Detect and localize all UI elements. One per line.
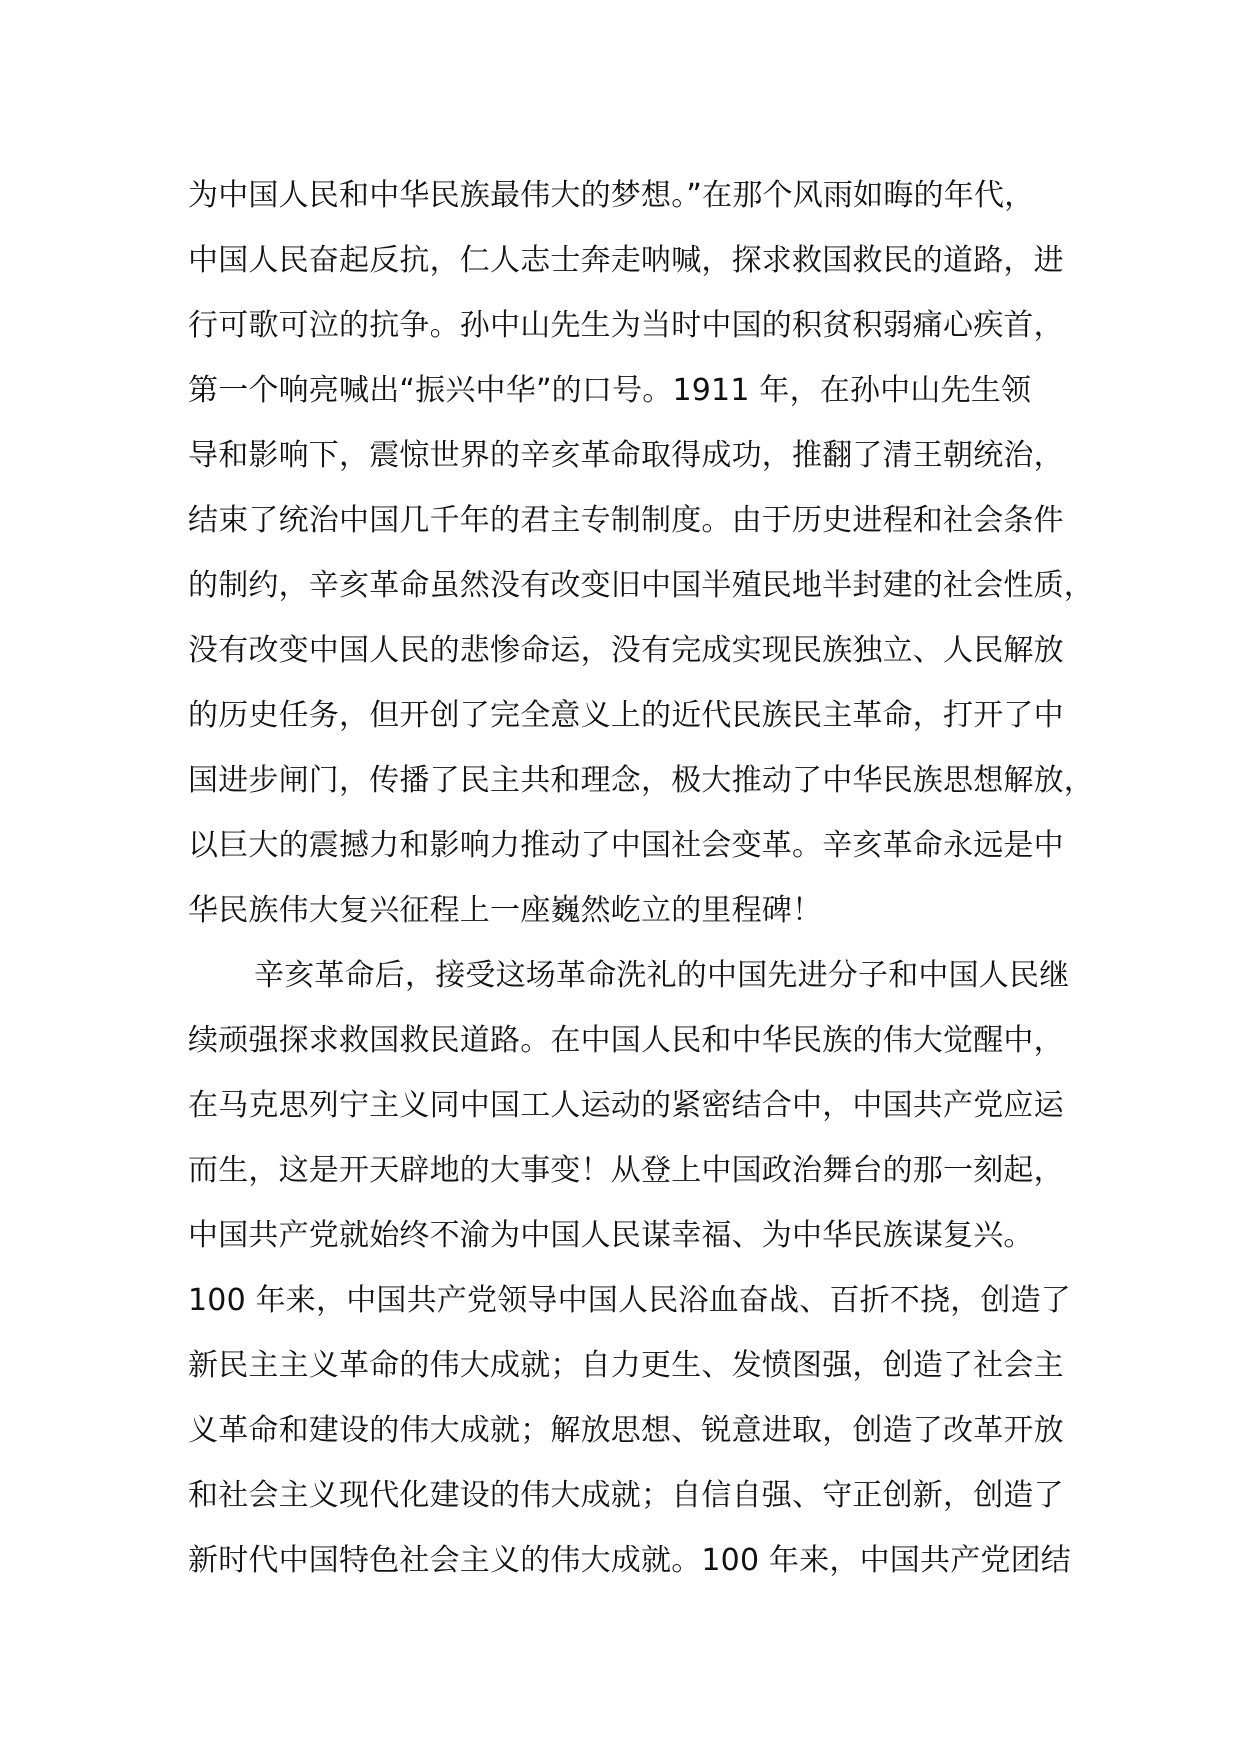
text-line: 续顽强探求救国救民道路。在中国人民和中华民族的伟大觉醒中， xyxy=(188,1023,1064,1058)
text-line: 没有改变中国人民的悲惨命运，没有完成实现民族独立、人民解放 xyxy=(188,633,1064,668)
text-line: 新民主主义革命的伟大成就；自力更生、发愤图强，创造了社会主 xyxy=(188,1348,1064,1383)
paragraph-start-line: 辛亥革命后，接受这场革命洗礼的中国先进分子和中国人民继 xyxy=(254,958,1070,993)
text-line: 在马克思列宁主义同中国工人运动的紧密结合中，中国共产党应运 xyxy=(188,1088,1064,1123)
text-line: 而生，这是开天辟地的大事变！从登上中国政治舞台的那一刻起， xyxy=(188,1153,1064,1188)
text-line: 新时代中国特色社会主义的伟大成就。100 年来，中国共产党团结 xyxy=(188,1543,1071,1578)
text-line: 导和影响下，震惊世界的辛亥革命取得成功，推翻了清王朝统治， xyxy=(188,438,1064,473)
text-line: 以巨大的震撼力和影响力推动了中国社会变革。辛亥革命永远是中 xyxy=(188,828,1064,863)
text-line: 的历史任务，但开创了完全意义上的近代民族民主革命，打开了中 xyxy=(188,698,1064,733)
text-line: 行可歌可泣的抗争。孙中山先生为当时中国的积贫积弱痛心疾首， xyxy=(188,308,1064,343)
text-line: 结束了统治中国几千年的君主专制制度。由于历史进程和社会条件 xyxy=(188,503,1064,538)
text-line: 华民族伟大复兴征程上一座巍然屹立的里程碑！ xyxy=(188,893,823,928)
text-line: 第一个响亮喊出“振兴中华”的口号。1911 年，在孙中山先生领 xyxy=(188,373,1032,408)
text-line: 为中国人民和中华民族最伟大的梦想。”在那个风雨如晦的年代， xyxy=(188,178,1035,213)
text-line: 国进步闸门，传播了民主共和理念，极大推动了中华民族思想解放， xyxy=(188,763,1094,798)
body-text xyxy=(188,170,1094,1600)
text-line: 中国人民奋起反抗，仁人志士奔走呐喊，探求救国救民的道路，进 xyxy=(188,243,1064,278)
text-line: 和社会主义现代化建设的伟大成就；自信自强、守正创新，创造了 xyxy=(188,1478,1064,1513)
text-line: 100 年来，中国共产党领导中国人民浴血奋战、百折不挠，创造了 xyxy=(188,1283,1071,1318)
text-line: 中国共产党就始终不渝为中国人民谋幸福、为中华民族谋复兴。 xyxy=(188,1218,1034,1253)
text-line: 的制约，辛亥革命虽然没有改变旧中国半殖民地半封建的社会性质， xyxy=(188,568,1094,603)
text-line: 义革命和建设的伟大成就；解放思想、锐意进取，创造了改革开放 xyxy=(188,1413,1064,1448)
